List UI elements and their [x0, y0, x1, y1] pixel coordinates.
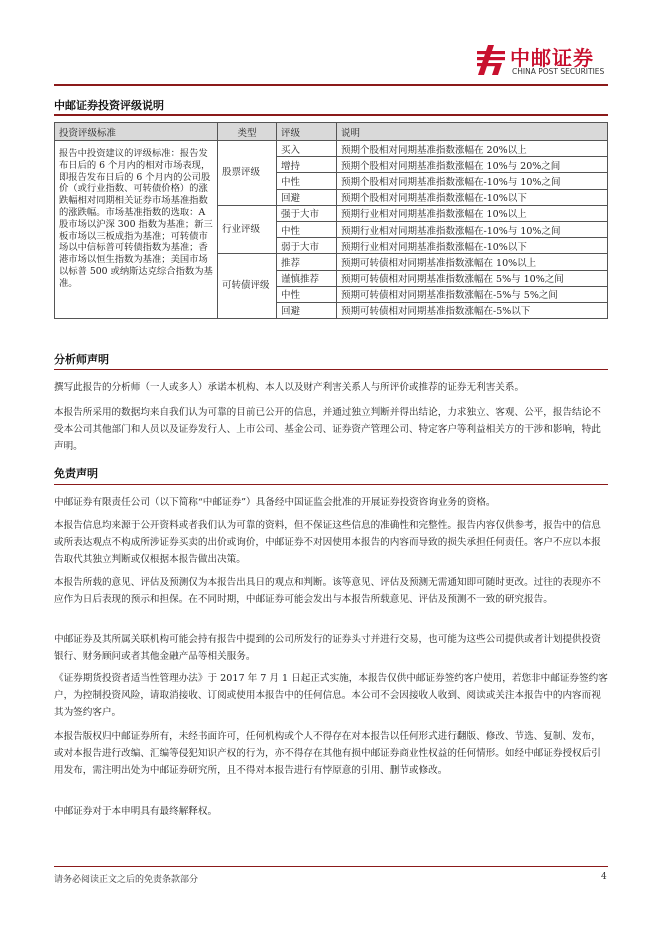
header-description: 说明 [337, 123, 608, 141]
disclaimer-section-title: 免责声明 [54, 467, 98, 480]
header-rating: 评级 [277, 123, 337, 141]
analyst-paragraph: 撰写此报告的分析师（一人或多人）承诺本机构、本人以及财产利害关系人与所评价或推荐的证券无利害关系。 [54, 382, 525, 393]
disclaimer-paragraph: 《证券期货投资者适当性管理办法》于 2017 年 7 月 1 日起正式实施，本报告仅供中邮证券签约客户使用，若您非中邮证券签约客户，为控制投资风险，请取消接收、订阅或使用本报告中的任何信息。本公司不会因接收人收到、阅读或关注本报告中的内容而视其为签约客户。 [54, 673, 608, 718]
footer-divider [54, 866, 608, 867]
rating-label: 中性 [277, 286, 337, 302]
header-standard: 投资评级标准 [55, 123, 218, 141]
rating-description: 预期行业相对同期基准指数涨幅在-10%以下 [337, 238, 608, 254]
rating-label: 增持 [277, 157, 337, 173]
rating-label: 回避 [277, 302, 337, 318]
rating-label: 强于大市 [277, 205, 337, 221]
rating-label: 弱于大市 [277, 238, 337, 254]
footer-note: 请务必阅读正文之后的免责条款部分 [54, 875, 199, 885]
disclaimer-paragraph: 本报告信息均来源于公开资料或者我们认为可靠的资料，但不保证这些信息的准确性和完整性。报告内容仅供参考，报告中的信息或所表达观点不构成所涉证券买卖的出价或询价，中邮证券不对因使用本报告的内容而导致的损失承担任何责任。客户不应以本报告取代其独立判断或仅根据本报告做出决策。 [54, 520, 601, 565]
rating-table-header-row [55, 123, 608, 141]
rating-label: 谨慎推荐 [277, 270, 337, 286]
page-number: 4 [601, 872, 607, 882]
header-divider [54, 84, 608, 86]
rating-label: 中性 [277, 173, 337, 189]
rating-standard-text: 报告中投资建议的评级标准：报告发布日后的 6 个月内的相对市场表现，即报告发布日后的 6 个月内的公司股价（或行业指数、可转债价格）的涨跌幅相对同期相关证券市场基准指数的涨跌幅。市场基准指数的选取：A 股市场以沪深 300 指数为基准；新三板市场以三板成指为基准；可转债市场以中信标普可转债指数为基准；香港市场以恒生指数为基准；美国市场以标普 500 或纳斯达克综合指数为基准。 [55, 141, 218, 319]
disclaimer-section-rule [54, 484, 608, 485]
table-row [55, 141, 608, 157]
rating-label: 中性 [277, 221, 337, 237]
rating-description: 预期个股相对同期基准指数涨幅在 10%与 20%之间 [337, 157, 608, 173]
category-stock: 股票评级 [218, 141, 277, 206]
analyst-paragraph: 本报告所采用的数据均来自我们认为可靠的目前已公开的信息，并通过独立判断并得出结论，力求独立、客观、公平，报告结论不受本公司其他部门和人员以及证券发行人、上市公司、基金公司、证券资产管理公司、特定客户等利益相关方的干涉和影响，特此声明。 [54, 407, 601, 452]
brand-name-en: CHINA POST SECURITIES [512, 67, 605, 76]
rating-description: 预期可转债相对同期基准指数涨幅在-5%以下 [337, 302, 608, 318]
disclaimer-paragraph: 本报告所载的意见、评估及预测仅为本报告出具日的观点和判断。该等意见、评估及预测无需通知即可随时更改。过往的表现亦不应作为日后表现的预示和担保。在不同时期，中邮证券可能会发出与本报告所载意见、评估及预测不一致的研究报告。 [54, 577, 601, 605]
rating-description: 预期个股相对同期基准指数涨幅在 20%以上 [337, 141, 608, 157]
rating-description: 预期个股相对同期基准指数涨幅在-10%与 10%之间 [337, 173, 608, 189]
analyst-section-title: 分析师声明 [54, 353, 109, 366]
brand-name-cn: 中邮证券 [510, 46, 594, 70]
header-type: 类型 [218, 123, 277, 141]
category-convertible: 可转债评级 [218, 254, 277, 319]
rating-description: 预期可转债相对同期基准指数涨幅在 10%以上 [337, 254, 608, 270]
rating-label: 回避 [277, 189, 337, 205]
rating-label: 推荐 [277, 254, 337, 270]
disclaimer-paragraph: 本报告版权归中邮证券所有，未经书面许可，任何机构或个人不得存在对本报告以任何形式进行翻版、修改、节选、复制、发布，或对本报告进行改编、汇编等侵犯知识产权的行为，亦不得存在其他有损中邮证券商业性权益的任何情形。如经中邮证券授权后引用发布，需注明出处为中邮证券研究所，且不得对本报告进行有悖原意的引用、删节或修改。 [54, 731, 601, 776]
disclaimer-paragraph: 中邮证券对于本申明具有最终解释权。 [54, 806, 218, 817]
disclaimer-paragraph: 中邮证券及其所属关联机构可能会持有报告中提到的公司所发行的证券头寸并进行交易，也可能为这些公司提供或者计划提供投资银行、财务顾问或者其他金融产品等相关服务。 [54, 634, 601, 662]
rating-section-rule [54, 114, 608, 116]
rating-description: 预期行业相对同期基准指数涨幅在-10%与 10%之间 [337, 221, 608, 237]
rating-section-title: 中邮证券投资评级说明 [54, 99, 164, 112]
rating-description: 预期行业相对同期基准指数涨幅在 10%以上 [337, 205, 608, 221]
china-post-logo-icon [474, 43, 508, 77]
rating-description: 预期可转债相对同期基准指数涨幅在 5%与 10%之间 [337, 270, 608, 286]
rating-label: 买入 [277, 141, 337, 157]
rating-description: 预期可转债相对同期基准指数涨幅在-5%与 5%之间 [337, 286, 608, 302]
analyst-section-rule [54, 369, 608, 370]
rating-description: 预期个股相对同期基准指数涨幅在-10%以下 [337, 189, 608, 205]
rating-table [54, 122, 608, 319]
category-industry: 行业评级 [218, 205, 277, 254]
disclaimer-paragraph: 中邮证券有限责任公司（以下简称“中邮证券”）具备经中国证监会批准的开展证券投资咨询业务的资格。 [54, 497, 496, 508]
